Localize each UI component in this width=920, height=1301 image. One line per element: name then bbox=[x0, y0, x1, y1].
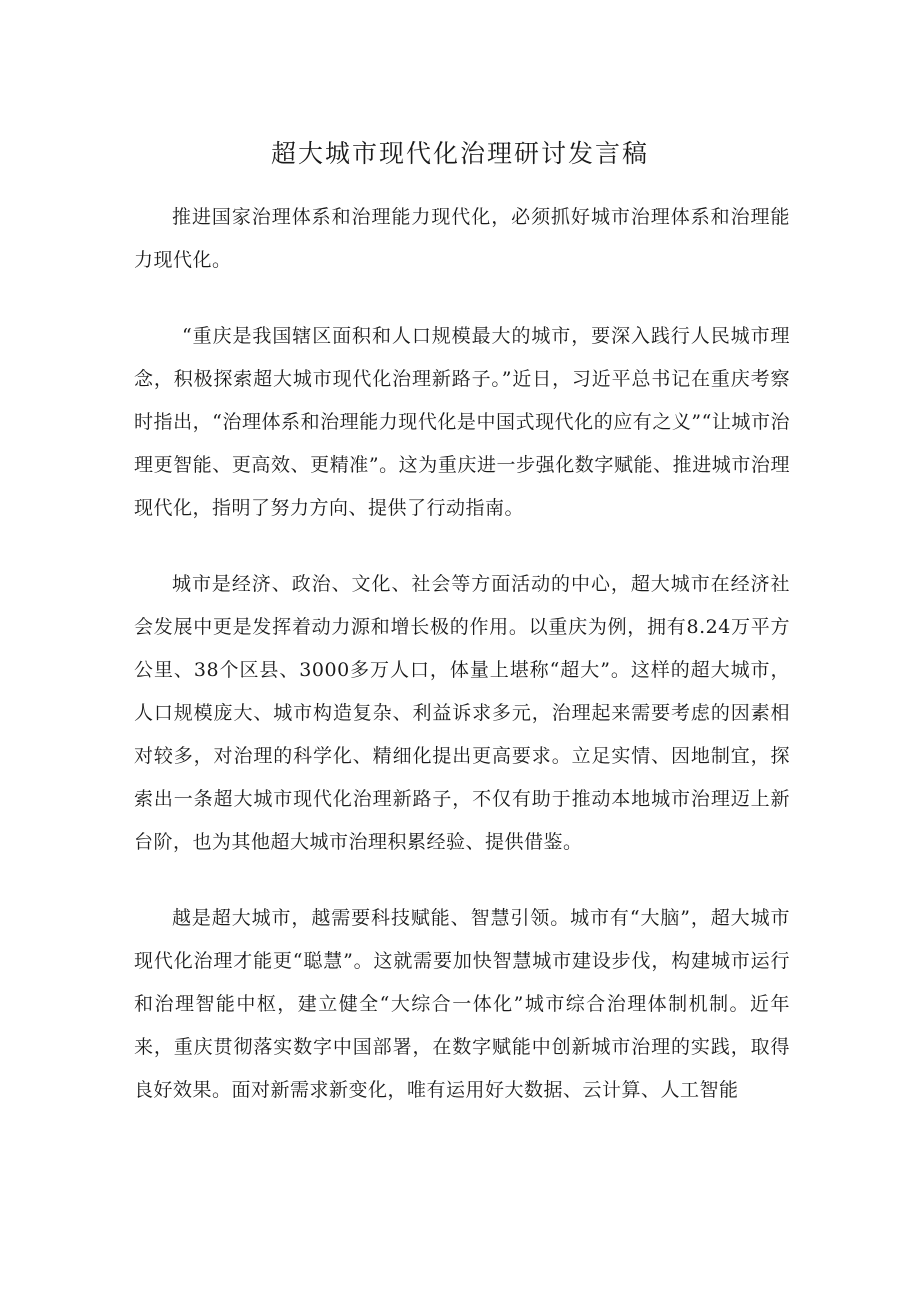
paragraph-city-center: 城市是经济、政治、文化、社会等方面活动的中心，超大城市在经济社会发展中更是发挥着动力源和增长极的作用。以重庆为例，拥有8.24万平方公里、38个区县、3000多万人口，体量上堪称“超大”。这样的超大城市，人口规模庞大、城市构造复杂、利益诉求多元，治理起来需要考虑的因素相对较多，对治理的科学化、精细化提出更高要求。立足实情、因地制宜，探索出一条超大城市现代化治理新路子，不仅有助于推动本地城市治理迈上新台阶，也为其他超大城市治理积累经验、提供借鉴。 bbox=[134, 573, 790, 853]
paragraph-smart-city: 越是超大城市，越需要科技赋能、智慧引领。城市有“大脑”，超大城市现代化治理才能更“聪慧”。这就需要加快智慧城市建设步伐，构建城市运行和治理智能中枢，建立健全“大综合一体化”城市综合治理体制机制。近年来，重庆贯彻落实数字中国部署，在数字赋能中创新城市治理的实践，取得良好效果。面对新需求新变化，唯有运用好大数据、云计算、人工智能 bbox=[134, 907, 790, 1101]
document-title: 超大城市现代化治理研讨发言稿 bbox=[270, 139, 649, 168]
document-body bbox=[134, 196, 790, 1145]
paragraph-intro: 推进国家治理体系和治理能力现代化，必须抓好城市治理体系和治理能力现代化。 bbox=[134, 206, 790, 271]
paragraph-quote: “重庆是我国辖区面积和人口规模最大的城市，要深入践行人民城市理念，积极探索超大城市现代化治理新路子。”近日，习近平总书记在重庆考察时指出，“治理体系和治理能力现代化是中国式现代化的应有之义”“让城市治理更智能、更高效、更精准”。这为重庆进一步强化数字赋能、推进城市治理现代化，指明了努力方向、提供了行动指南。 bbox=[134, 325, 790, 519]
